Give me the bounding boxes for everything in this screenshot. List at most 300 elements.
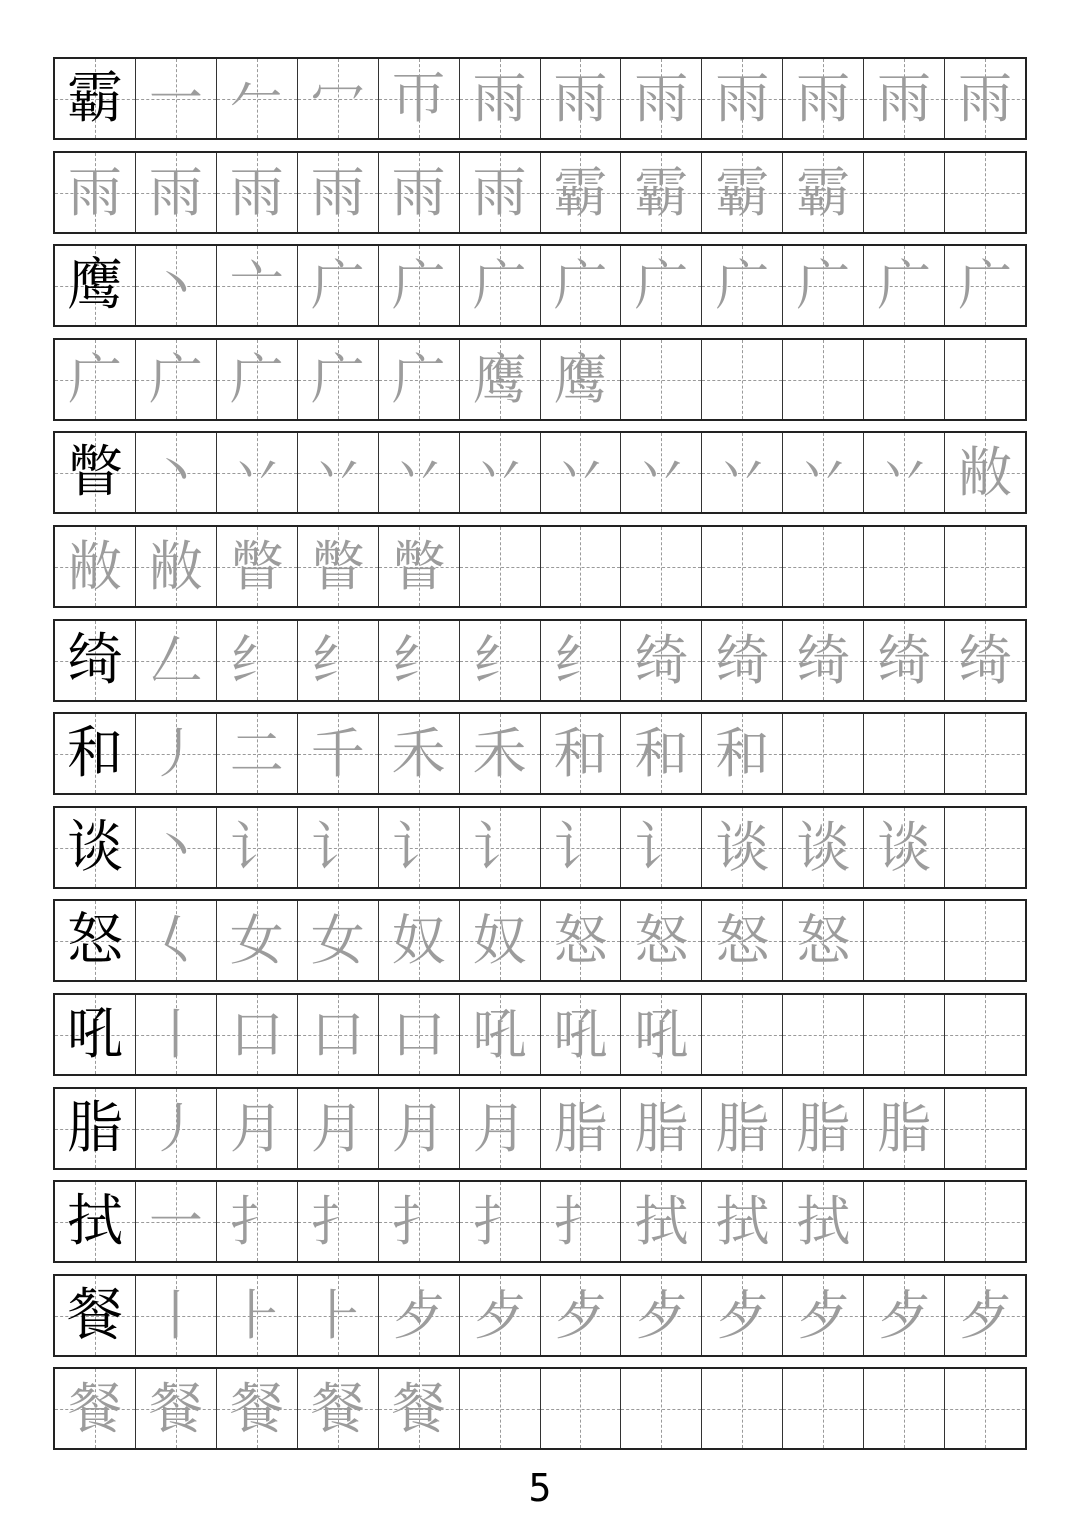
stroke-step-character (783, 714, 863, 793)
stroke-step-character: 讠 (229, 815, 284, 879)
stroke-step-character (783, 340, 863, 419)
model-character: 和 (66, 720, 123, 786)
grid-cell (863, 246, 944, 325)
grid-cell (135, 433, 216, 512)
grid-cell (701, 1089, 782, 1168)
grid-cell (297, 433, 378, 512)
stroke-step-character: 敝 (148, 534, 203, 598)
grid-cell (378, 433, 459, 512)
grid-cell (620, 433, 701, 512)
grid-cell (782, 901, 863, 980)
stroke-step-character (945, 1182, 1025, 1261)
grid-cell (55, 433, 135, 512)
stroke-step-character: 一 (148, 1189, 203, 1253)
stroke-step-character (945, 1369, 1025, 1448)
grid-cell (297, 1089, 378, 1168)
grid-cell (55, 59, 135, 138)
grid-cell (863, 621, 944, 700)
stroke-step-character: 丨 (148, 1002, 203, 1066)
grid-cell (620, 1369, 701, 1448)
stroke-step-character: 雨 (472, 66, 527, 130)
stroke-step-character: 餐 (67, 1376, 122, 1440)
stroke-step-character: 口 (391, 1002, 446, 1066)
practice-row (53, 1087, 1027, 1170)
grid-cell (459, 1089, 540, 1168)
stroke-step-character: 雨 (67, 160, 122, 224)
grid-cell (701, 1369, 782, 1448)
stroke-step-character: 拭 (796, 1189, 851, 1253)
stroke-step-character (945, 714, 1025, 793)
grid-cell (459, 527, 540, 606)
stroke-step-character: 月 (310, 1096, 365, 1160)
grid-cell (701, 527, 782, 606)
grid-cell (297, 153, 378, 232)
stroke-step-character: 餐 (391, 1376, 446, 1440)
stroke-step-character: 禾 (472, 721, 527, 785)
stroke-step-character: 千 (310, 721, 365, 785)
grid-cell (378, 1369, 459, 1448)
page-number: 5 (528, 1466, 552, 1510)
grid-cell (701, 433, 782, 512)
grid-cell (297, 1369, 378, 1448)
grid-cell (701, 808, 782, 887)
grid-cell (135, 1182, 216, 1261)
stroke-step-character: 餐 (310, 1376, 365, 1440)
grid-cell (944, 901, 1025, 980)
stroke-step-character: 脂 (796, 1096, 851, 1160)
stroke-step-character: 二 (229, 721, 284, 785)
stroke-step-character: 歺 (634, 1283, 689, 1347)
grid-cell (540, 340, 621, 419)
stroke-step-character: 广 (310, 347, 365, 411)
stroke-step-character: 亠 (229, 253, 284, 317)
stroke-step-character: 丿 (148, 721, 203, 785)
grid-cell (863, 1369, 944, 1448)
grid-cell (620, 527, 701, 606)
grid-cell (863, 59, 944, 138)
grid-cell (540, 153, 621, 232)
stroke-step-character: 丶 (148, 440, 203, 504)
grid-cell (459, 1369, 540, 1448)
grid-cell (297, 527, 378, 606)
grid-cell (944, 1276, 1025, 1355)
stroke-step-character: 纟 (310, 628, 365, 692)
stroke-step-character: 雨 (634, 66, 689, 130)
stroke-step-character: 月 (229, 1096, 284, 1160)
grid-cell (620, 340, 701, 419)
stroke-step-character: 丷 (391, 440, 446, 504)
practice-row (53, 1367, 1027, 1450)
stroke-step-character: 拭 (634, 1189, 689, 1253)
stroke-step-character (864, 995, 944, 1074)
stroke-step-character: ⺊ (229, 1283, 284, 1347)
stroke-step-character: 怒 (715, 908, 770, 972)
grid-cell (782, 59, 863, 138)
stroke-step-character: 雨 (958, 66, 1013, 130)
stroke-step-character: 广 (877, 253, 932, 317)
grid-cell (216, 1182, 297, 1261)
grid-cell (216, 995, 297, 1074)
stroke-step-character: 雨 (877, 66, 932, 130)
stroke-step-character: 扌 (229, 1189, 284, 1253)
grid-cell (782, 153, 863, 232)
grid-cell (863, 808, 944, 887)
grid-cell (55, 901, 135, 980)
grid-cell (701, 153, 782, 232)
stroke-step-character: 歺 (391, 1283, 446, 1347)
model-character: 怒 (66, 907, 123, 973)
grid-cell (459, 340, 540, 419)
grid-cell (944, 621, 1025, 700)
stroke-step-character: 广 (553, 253, 608, 317)
grid-cell (782, 995, 863, 1074)
stroke-step-character (945, 808, 1025, 887)
grid-cell (944, 527, 1025, 606)
stroke-step-character: 霸 (715, 160, 770, 224)
stroke-step-character: 吼 (472, 1002, 527, 1066)
grid-cell (135, 808, 216, 887)
stroke-step-character: 丿 (148, 1096, 203, 1160)
stroke-step-character: 霸 (553, 160, 608, 224)
stroke-step-character: 歺 (472, 1283, 527, 1347)
practice-row (53, 619, 1027, 702)
practice-row (53, 151, 1027, 234)
model-character: 拭 (66, 1188, 123, 1254)
grid-cell (782, 246, 863, 325)
grid-cell (55, 714, 135, 793)
stroke-step-character (621, 340, 701, 419)
grid-cell (944, 1369, 1025, 1448)
grid-cell (782, 1089, 863, 1168)
stroke-step-character: 丷 (715, 440, 770, 504)
grid-cell (701, 901, 782, 980)
grid-cell (863, 714, 944, 793)
practice-row (53, 1180, 1027, 1263)
stroke-step-character: 丷 (634, 440, 689, 504)
grid-cell (863, 1089, 944, 1168)
grid-cell (216, 433, 297, 512)
model-character: 瞥 (66, 439, 123, 505)
stroke-step-character: 广 (796, 253, 851, 317)
grid-cell (459, 621, 540, 700)
grid-cell (540, 901, 621, 980)
stroke-step-character: 广 (391, 253, 446, 317)
stroke-step-character: 谈 (715, 815, 770, 879)
stroke-step-character: 雨 (553, 66, 608, 130)
grid-cell (620, 808, 701, 887)
grid-cell (944, 1089, 1025, 1168)
stroke-step-character: 扌 (391, 1189, 446, 1253)
grid-cell (135, 340, 216, 419)
stroke-step-character: 雨 (715, 66, 770, 130)
grid-cell (782, 621, 863, 700)
stroke-step-character: 纟 (553, 628, 608, 692)
stroke-step-character: 𠃋 (148, 628, 203, 692)
practice-row (53, 1274, 1027, 1357)
stroke-step-character: 瞥 (310, 534, 365, 598)
stroke-step-character: 谈 (877, 815, 932, 879)
grid-cell (782, 808, 863, 887)
practice-row (53, 57, 1027, 140)
grid-cell (701, 1182, 782, 1261)
model-character: 吼 (66, 1001, 123, 1067)
grid-cell (378, 1182, 459, 1261)
stroke-step-character: 扌 (310, 1189, 365, 1253)
stroke-step-character: 𠂉 (229, 66, 284, 130)
stroke-step-character (783, 995, 863, 1074)
grid-cell (863, 995, 944, 1074)
grid-cell (459, 1182, 540, 1261)
stroke-step-character: 讠 (634, 815, 689, 879)
stroke-step-character (702, 340, 782, 419)
grid-cell (135, 1369, 216, 1448)
stroke-step-character (864, 527, 944, 606)
stroke-step-character (945, 153, 1025, 232)
grid-cell (135, 901, 216, 980)
grid-cell (459, 995, 540, 1074)
grid-cell (378, 153, 459, 232)
stroke-step-character: 脂 (715, 1096, 770, 1160)
grid-cell (378, 1276, 459, 1355)
stroke-step-character: 和 (715, 721, 770, 785)
grid-cell (378, 995, 459, 1074)
grid-cell (944, 153, 1025, 232)
grid-cell (216, 1089, 297, 1168)
stroke-step-character: 吼 (634, 1002, 689, 1066)
grid-cell (459, 808, 540, 887)
grid-cell (55, 153, 135, 232)
grid-cell (216, 1369, 297, 1448)
grid-cell (863, 527, 944, 606)
grid-cell (55, 340, 135, 419)
model-character: 绮 (66, 627, 123, 693)
grid-cell (297, 901, 378, 980)
grid-cell (297, 808, 378, 887)
grid-cell (620, 59, 701, 138)
grid-cell (135, 153, 216, 232)
stroke-step-character: 广 (148, 347, 203, 411)
grid-cell (944, 1182, 1025, 1261)
grid-cell (620, 1182, 701, 1261)
stroke-step-character: 谈 (796, 815, 851, 879)
grid-cell (216, 901, 297, 980)
stroke-step-character: 纟 (472, 628, 527, 692)
stroke-step-character: 广 (229, 347, 284, 411)
grid-cell (216, 714, 297, 793)
grid-cell (620, 901, 701, 980)
stroke-step-character (460, 527, 540, 606)
stroke-step-character: 餐 (229, 1376, 284, 1440)
stroke-step-character: 脂 (553, 1096, 608, 1160)
practice-row (53, 244, 1027, 327)
grid-cell (378, 808, 459, 887)
grid-cell (944, 714, 1025, 793)
stroke-step-character: 绮 (877, 628, 932, 692)
grid-cell (620, 995, 701, 1074)
stroke-step-character: 广 (310, 253, 365, 317)
stroke-step-character: 𡿨 (148, 908, 203, 972)
grid-cell (378, 901, 459, 980)
grid-cell (55, 808, 135, 887)
grid-cell (701, 340, 782, 419)
grid-cell (620, 714, 701, 793)
grid-cell (459, 714, 540, 793)
stroke-step-character: 帀 (391, 66, 446, 130)
stroke-step-character: 餐 (148, 1376, 203, 1440)
stroke-step-character (864, 714, 944, 793)
stroke-step-character: 讠 (391, 815, 446, 879)
grid-cell (297, 59, 378, 138)
stroke-step-character: 雨 (148, 160, 203, 224)
grid-cell (378, 621, 459, 700)
stroke-step-character: 吼 (553, 1002, 608, 1066)
grid-cell (540, 1276, 621, 1355)
model-character: 餐 (66, 1282, 123, 1348)
stroke-step-character: 瞥 (229, 534, 284, 598)
grid-cell (216, 153, 297, 232)
stroke-step-character: 丷 (310, 440, 365, 504)
grid-cell (378, 340, 459, 419)
stroke-step-character: 雨 (229, 160, 284, 224)
stroke-step-character: 纟 (391, 628, 446, 692)
stroke-step-character (945, 1089, 1025, 1168)
grid-cell (135, 714, 216, 793)
grid-cell (701, 1276, 782, 1355)
stroke-step-character: 绮 (715, 628, 770, 692)
practice-row (53, 525, 1027, 608)
stroke-step-character: 脂 (634, 1096, 689, 1160)
grid-cell (701, 59, 782, 138)
stroke-step-character: 丷 (229, 440, 284, 504)
stroke-step-character: 鹰 (553, 347, 608, 411)
stroke-step-character: 纟 (229, 628, 284, 692)
grid-cell (55, 1089, 135, 1168)
stroke-step-character: 雨 (391, 160, 446, 224)
grid-cell (540, 1369, 621, 1448)
stroke-step-character: 霸 (796, 160, 851, 224)
grid-cell (216, 246, 297, 325)
grid-cell (863, 1182, 944, 1261)
grid-cell (863, 153, 944, 232)
grid-cell (135, 995, 216, 1074)
stroke-step-character: 丶 (148, 253, 203, 317)
grid-cell (297, 1276, 378, 1355)
stroke-step-character: 歺 (796, 1283, 851, 1347)
stroke-step-character: 奴 (391, 908, 446, 972)
stroke-step-character: 雨 (472, 160, 527, 224)
stroke-step-character (864, 1182, 944, 1261)
grid-cell (55, 246, 135, 325)
grid-cell (540, 246, 621, 325)
grid-cell (216, 340, 297, 419)
grid-cell (55, 1276, 135, 1355)
grid-cell (297, 714, 378, 793)
model-character: 谈 (66, 814, 123, 880)
grid-cell (540, 527, 621, 606)
grid-cell (944, 340, 1025, 419)
stroke-step-character: 瞥 (391, 534, 446, 598)
grid-cell (540, 995, 621, 1074)
grid-cell (378, 527, 459, 606)
grid-cell (540, 1182, 621, 1261)
grid-cell (378, 246, 459, 325)
grid-cell (216, 527, 297, 606)
grid-cell (620, 246, 701, 325)
grid-cell (782, 340, 863, 419)
stroke-step-character: 雨 (310, 160, 365, 224)
stroke-step-character: 广 (715, 253, 770, 317)
grid-cell (944, 433, 1025, 512)
stroke-step-character (621, 527, 701, 606)
grid-cell (540, 621, 621, 700)
grid-cell (944, 246, 1025, 325)
stroke-step-character (945, 340, 1025, 419)
grid-cell (863, 901, 944, 980)
stroke-step-character (864, 901, 944, 980)
stroke-step-character: 怒 (553, 908, 608, 972)
stroke-step-character: 讠 (310, 815, 365, 879)
practice-row (53, 338, 1027, 421)
grid-cell (944, 59, 1025, 138)
grid-cell (620, 621, 701, 700)
stroke-step-character: 月 (391, 1096, 446, 1160)
stroke-step-character: 冖 (310, 66, 365, 130)
stroke-step-character: 绮 (796, 628, 851, 692)
grid-cell (216, 1276, 297, 1355)
stroke-step-character: 女 (229, 908, 284, 972)
stroke-step-character: ⺊ (310, 1283, 365, 1347)
grid-cell (782, 1276, 863, 1355)
stroke-step-character (541, 527, 621, 606)
stroke-step-character: 一 (148, 66, 203, 130)
stroke-step-character: 丷 (553, 440, 608, 504)
stroke-step-character: 讠 (472, 815, 527, 879)
stroke-step-character: 和 (634, 721, 689, 785)
stroke-step-character (460, 1369, 540, 1448)
stroke-step-character: 扌 (472, 1189, 527, 1253)
grid-cell (378, 59, 459, 138)
practice-row (53, 806, 1027, 889)
grid-cell (216, 59, 297, 138)
stroke-step-character: 怒 (634, 908, 689, 972)
stroke-step-character: 丨 (148, 1283, 203, 1347)
grid-cell (135, 59, 216, 138)
stroke-step-character (864, 1369, 944, 1448)
grid-cell (540, 433, 621, 512)
stroke-step-character: 怒 (796, 908, 851, 972)
grid-cell (55, 1182, 135, 1261)
stroke-step-character: 扌 (553, 1189, 608, 1253)
practice-row (53, 431, 1027, 514)
stroke-step-character: 口 (310, 1002, 365, 1066)
grid-cell (782, 714, 863, 793)
grid-cell (378, 1089, 459, 1168)
stroke-step-character (945, 995, 1025, 1074)
stroke-step-character: 奴 (472, 908, 527, 972)
stroke-step-character: 鹰 (472, 347, 527, 411)
model-character: 鹰 (66, 252, 123, 318)
stroke-step-character (864, 340, 944, 419)
stroke-step-character: 广 (472, 253, 527, 317)
stroke-step-character (783, 527, 863, 606)
grid-cell (782, 1369, 863, 1448)
grid-cell (782, 527, 863, 606)
stroke-step-character: 敝 (958, 440, 1013, 504)
grid-cell (701, 995, 782, 1074)
stroke-step-character (702, 995, 782, 1074)
grid-cell (459, 153, 540, 232)
stroke-step-character: 和 (553, 721, 608, 785)
